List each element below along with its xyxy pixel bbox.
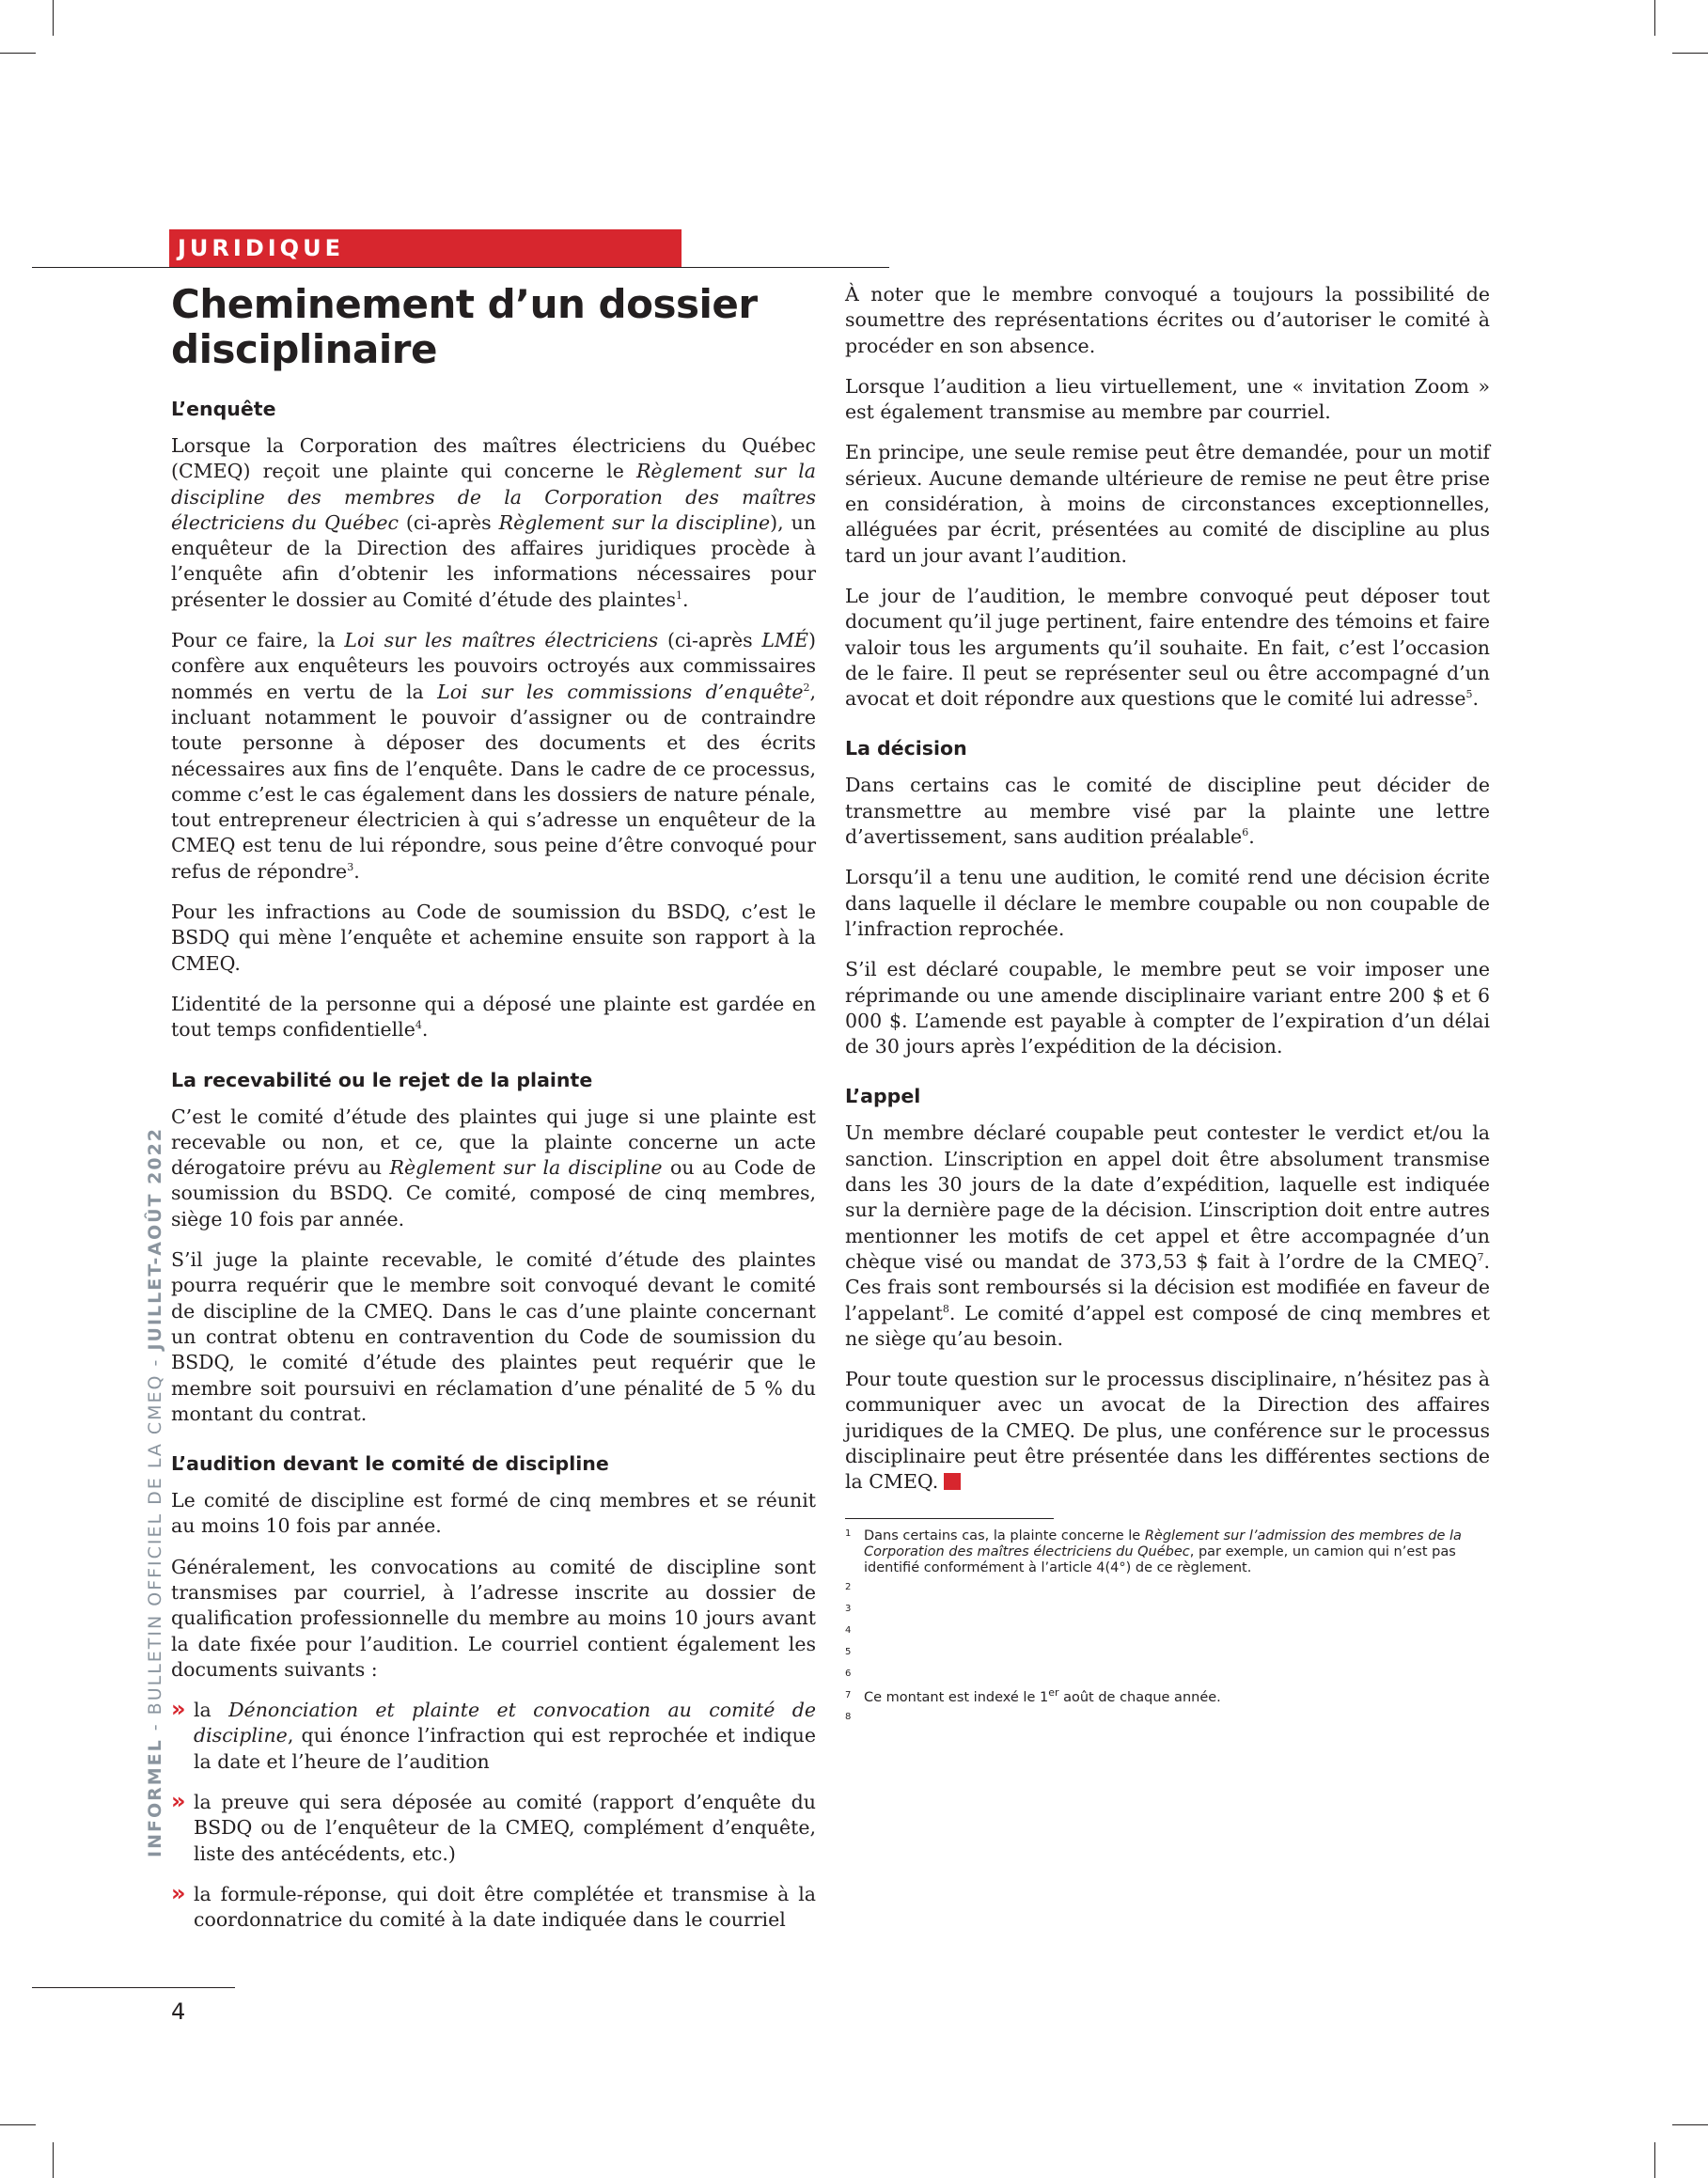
side-running-title	[145, 1127, 165, 1857]
section-rule	[32, 267, 889, 268]
chevron-bullet-icon: »	[171, 1879, 186, 1906]
list-item: » la Dénonciation et plainte et convocation au comité de discipline, qui énonce l’infraction qui est reprochée et indique la date et l’heure de l’audition	[171, 1696, 816, 1773]
heading-enquete: L’enquête	[171, 398, 276, 420]
paragraph: Le comité de discipline est formé de cinq membres et se réunit au moins 10 fois par année.	[171, 1489, 816, 1538]
footnote: 3	[845, 1603, 852, 1614]
publication-name: INFORMEL	[145, 1738, 165, 1857]
heading-recevabilite: La recevabilité ou le rejet de la plainte	[171, 1068, 593, 1091]
right-column	[845, 282, 1490, 1733]
paragraph: L’identité de la personne qui a déposé une plainte est gardée en tout temps confidentielle$^4$.	[171, 992, 816, 1042]
document-list	[171, 1698, 816, 1933]
paragraph: Pour toute question sur le processus disciplinaire, n’hésitez pas à communiquer avec un avocat de la Direction des affaires juridiques de la CMEQ. De plus, une conférence sur le processus disciplinaire peut être présentée dans les différentes sections de la CMEQ.	[845, 1368, 1490, 1494]
paragraph: Lorsque l’audition a lieu virtuellement, une « invitation Zoom » est également transmise au membre par courriel.	[845, 374, 1490, 424]
crop-mark	[1654, 0, 1655, 36]
list-item: » la formule-réponse, qui doit être complétée et transmise à la coordonnatrice du comité à la date indiquée dans le courriel	[171, 1879, 816, 1932]
crop-mark	[1672, 53, 1708, 54]
paragraph: Lorsqu’il a tenu une audition, le comité rend une décision écrite dans laquelle il déclare le membre coupable ou non coupable de l’infraction reprochée.	[845, 866, 1490, 940]
page-number: 4	[171, 1998, 186, 2025]
issue-date: JUILLET-AOÛT 2022	[145, 1126, 165, 1351]
crop-mark	[53, 2142, 54, 2178]
paragraph: S’il est déclaré coupable, le membre peut se voir imposer une réprimande ou une amende disciplinaire variant entre 200 $ et 6 000 $. L’amende est payable à compter de l’expiration d’un délai de 30 jours après l’expédition de la décision.	[845, 958, 1490, 1058]
chevron-bullet-icon: »	[171, 1788, 186, 1815]
footnote-rule	[845, 1518, 1054, 1519]
footnote: 7 Ce montant est indexé le 1er août de chaque année.	[845, 1685, 1221, 1705]
paragraph: Pour les infractions au Code de soumission du BSDQ, c’est le BSDQ qui mène l’enquête et achemine ensuite son rapport à la CMEQ.	[171, 901, 816, 975]
paragraph: C’est le comité d’étude des plaintes qui juge si une plainte est recevable ou non, et ce, que la plainte concerne un acte dérogatoire prévu au Règlement sur la discipline ou au Code de soumission du BSDQ. Ce comité, composé de cinq membres, siège 10 fois par année.	[171, 1105, 816, 1230]
paragraph: Pour ce faire, la Loi sur les maîtres électriciens (ci-après LMÉ) confère aux enquêteurs les pouvoirs octroyés aux commissaires nommés en vertu de la Loi sur les commissions d’enquête$^2$, incluant notamment le pouvoir d’assigner ou de contraindre toute personne à déposer des documents et des écrits nécessaires aux fins de l’enquête. Dans le cadre de ce processus, comme c’est le cas également dans les dossiers de nature pénale, tout entrepreneur électricien à qui s’adresse un enquêteur de la CMEQ est tenu de lui répondre, sous peine d’être convoqué pour refus de répondre$^3$.	[171, 629, 816, 883]
paragraph: Dans certains cas le comité de discipline peut décider de transmettre au membre visé par la plainte une lettre d’avertissement, sans audition préalable$^6$.	[845, 774, 1490, 849]
paragraph: Généralement, les convocations au comité de discipline sont transmises par courriel, à l’adresse inscrite au dossier de qualification professionnelle du membre au moins 10 jours avant la date fixée pour l’audition. Le courriel contient également les documents suivants :	[171, 1555, 816, 1681]
footnote: 4	[845, 1624, 852, 1636]
publication-subtitle: - BULLETIN OFFICIEL DE LA CMEQ -	[145, 1350, 165, 1739]
heading-appel: L’appel	[845, 1085, 921, 1108]
list-item: » la preuve qui sera déposée au comité (rapport d’enquête du BSDQ ou de l’enquêteur de la CMEQ, complément d’enquête, liste des antécédents, etc.)	[171, 1788, 816, 1865]
chevron-bullet-icon: »	[171, 1696, 186, 1723]
section-label: JURIDIQUE	[169, 229, 682, 267]
crop-mark	[0, 53, 36, 54]
left-column	[171, 282, 816, 1949]
heading-decision: La décision	[845, 737, 967, 760]
crop-mark	[53, 0, 54, 36]
end-of-article-square-icon	[944, 1473, 961, 1490]
footnote: 6	[845, 1668, 852, 1679]
crop-mark	[1672, 2124, 1708, 2125]
paragraph: À noter que le membre convoqué a toujours la possibilité de soumettre des représentations écrites ou d’autoriser le comité à procéder en son absence.	[845, 283, 1490, 357]
paragraph: Un membre déclaré coupable peut contester le verdict et/ou la sanction. L’inscription en appel doit être absolument transmise dans les 30 jours de la date d’expédition, laquelle est indiquée sur la dernière page de la décision. L’inscription doit entre autres mentionner les motifs de cet appel et être accompagnée d’un chèque visé ou mandat de 373,53 $ fait à l’ordre de la CMEQ$^7$. Ces frais sont remboursés si la décision est modifiée en faveur de l’appelant$^8$. Le comité d’appel est composé de cinq membres et ne siège qu’au besoin.	[845, 1121, 1490, 1350]
footnote: 8	[845, 1711, 852, 1722]
footnote: 5	[845, 1646, 852, 1657]
paragraph: Le jour de l’audition, le membre convoqué peut déposer tout document qu’il juge pertinent, faire entendre des témoins et faire valoir tous les arguments qu’il souhaite. En fait, c’est l’occasion de le faire. Il peut se représenter seul ou être accompagné d’un avocat et doit répondre aux questions que le comité lui adresse$^5$.	[845, 584, 1490, 711]
paragraph: Lorsque la Corporation des maîtres électriciens du Québec (CMEQ) reçoit une plainte qui concerne le Règlement sur la discipline des membres de la Corporation des maîtres électriciens du Québec (ci-après Règlement sur la discipline), un enquêteur de la Direction des affaires juridiques procède à l’enquête afin d’obtenir les informations nécessaires pour présenter le dossier au Comité d’étude des plaintes$^1$.	[171, 434, 817, 611]
crop-mark	[0, 2124, 36, 2125]
footnote: 2	[845, 1581, 852, 1592]
heading-audition: L’audition devant le comité de discipline	[171, 1452, 609, 1476]
paragraph: En principe, une seule remise peut être demandée, pour un motif sérieux. Aucune demande ultérieure de remise ne peut être prise en considération, à moins de circonstances exceptionnelles, alléguées par écrit, présentées au comité de discipline au plus tard un jour avant l’audition.	[845, 441, 1490, 567]
paragraph: S’il juge la plainte recevable, le comité d’étude des plaintes pourra requérir que le membre soit convoqué devant le comité de discipline de la CMEQ. Dans le cas d’une plainte concernant un contrat obtenu en contravention du Code de soumission du BSDQ, le comité d’étude des plaintes peut requérir que le membre soit poursuivi en réclamation d’une pénalité de 5 % du montant du contrat.	[171, 1248, 816, 1425]
article-title: Cheminement d’un dossier disciplinaire	[171, 281, 758, 372]
footnote: 1 Dans certains cas, la plainte concerne le Règlement sur l’admission des membres de la Corporation des maîtres électriciens du Québec, par exemple, un camion qui n’est pas identifié conformément à l’article 4(4°) de ce règlement.	[845, 1528, 1462, 1575]
footer-rule	[32, 1987, 235, 1988]
crop-mark	[1654, 2142, 1655, 2178]
